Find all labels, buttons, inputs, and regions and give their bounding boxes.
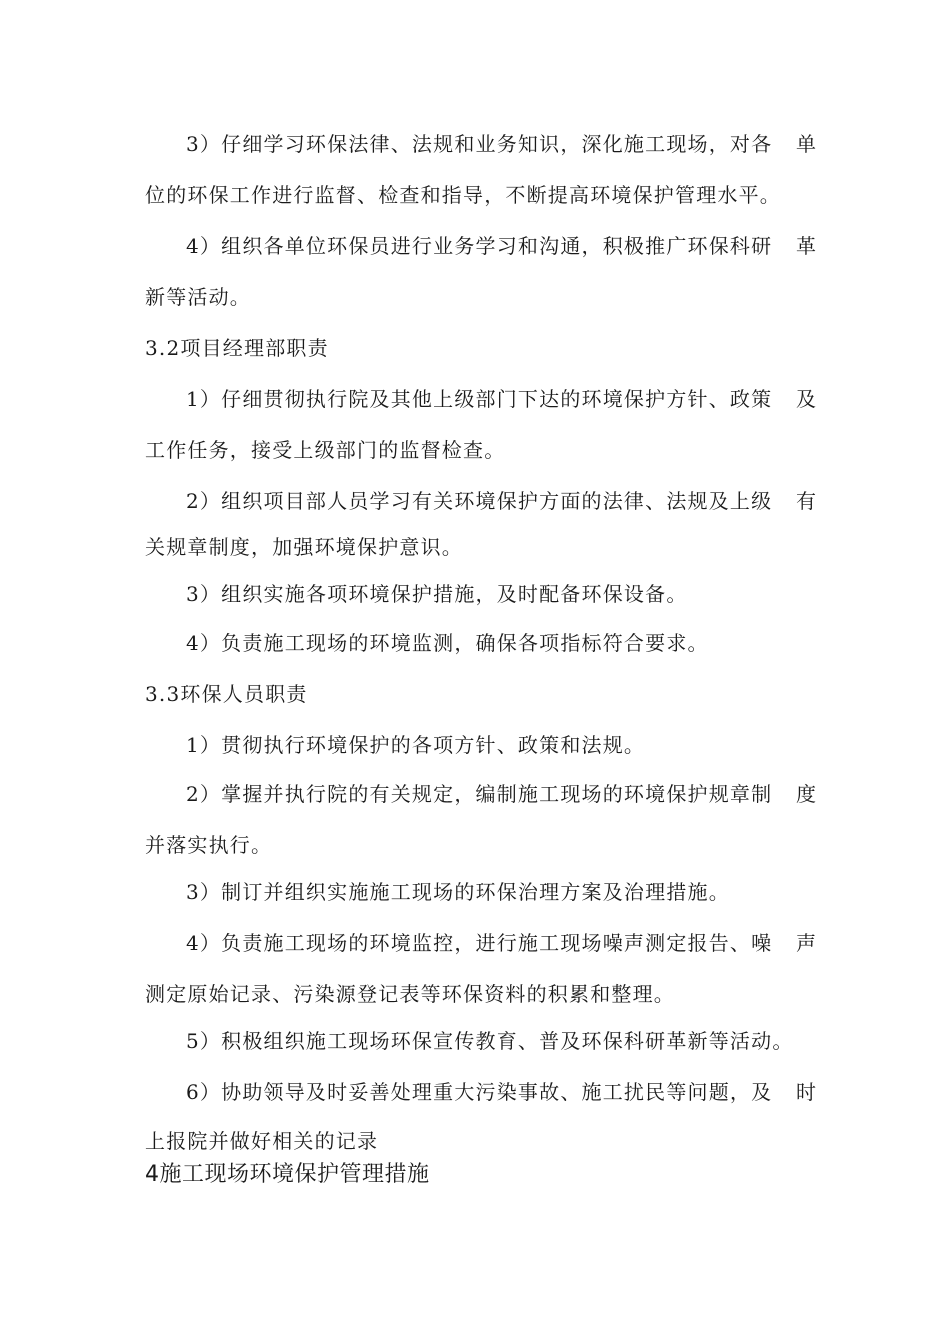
paragraph-line: 2）掌握并执行院的有关规定，编制施工现场的环境保护规章制 — [186, 782, 773, 806]
paragraph-line: 工作任务，接受上级部门的监督检查。 — [145, 438, 506, 462]
paragraph-line: 3）制订并组织实施施工现场的环保治理方案及治理措施。 — [186, 880, 730, 904]
paragraph-line: 测定原始记录、污染源登记表等环保资料的积累和整理。 — [145, 982, 675, 1006]
paragraph-line: 4）负责施工现场的环境监测，确保各项指标符合要求。 — [186, 631, 709, 655]
paragraph-line: 4）组织各单位环保员进行业务学习和沟通，积极推广环保科研 — [186, 234, 773, 258]
paragraph-line: 关规章制度，加强环境保护意识。 — [145, 535, 463, 559]
paragraph-line: 4）负责施工现场的环境监控，进行施工现场噪声测定报告、噪 — [186, 931, 773, 955]
paragraph-line-tail: 时 — [796, 1080, 816, 1104]
section-heading: 3.3环保人员职责 — [145, 682, 308, 706]
paragraph-line: 5）积极组织施工现场环保宣传教育、普及环保科研革新等活动。 — [186, 1029, 794, 1053]
paragraph-line: 6）协助领导及时妥善处理重大污染事故、施工扰民等问题，及 — [186, 1080, 773, 1104]
paragraph-line: 新等活动。 — [145, 285, 251, 309]
paragraph-line-tail: 单 — [796, 132, 816, 156]
paragraph-line: 2）组织项目部人员学习有关环境保护方面的法律、法规及上级 — [186, 489, 773, 513]
section-heading: 4施工现场环境保护管理措施 — [145, 1162, 430, 1187]
paragraph-line: 位的环保工作进行监督、检查和指导，不断提高环境保护管理水平。 — [145, 183, 781, 207]
paragraph-line: 1）贯彻执行环境保护的各项方针、政策和法规。 — [186, 733, 646, 757]
paragraph-line-tail: 及 — [796, 387, 816, 411]
paragraph-line-tail: 有 — [796, 489, 816, 513]
section-heading: 3.2项目经理部职责 — [145, 336, 329, 360]
paragraph-line-tail: 度 — [796, 782, 816, 806]
paragraph-line: 3）仔细学习环保法律、法规和业务知识，深化施工现场，对各 — [186, 132, 773, 156]
paragraph-line-tail: 声 — [796, 931, 816, 955]
paragraph-line: 上报院并做好相关的记录 — [145, 1129, 379, 1153]
paragraph-line: 并落实执行。 — [145, 833, 273, 857]
paragraph-line: 1）仔细贯彻执行院及其他上级部门下达的环境保护方针、政策 — [186, 387, 773, 411]
paragraph-line: 3）组织实施各项环境保护措施，及时配备环保设备。 — [186, 582, 688, 606]
paragraph-line-tail: 革 — [796, 234, 816, 258]
